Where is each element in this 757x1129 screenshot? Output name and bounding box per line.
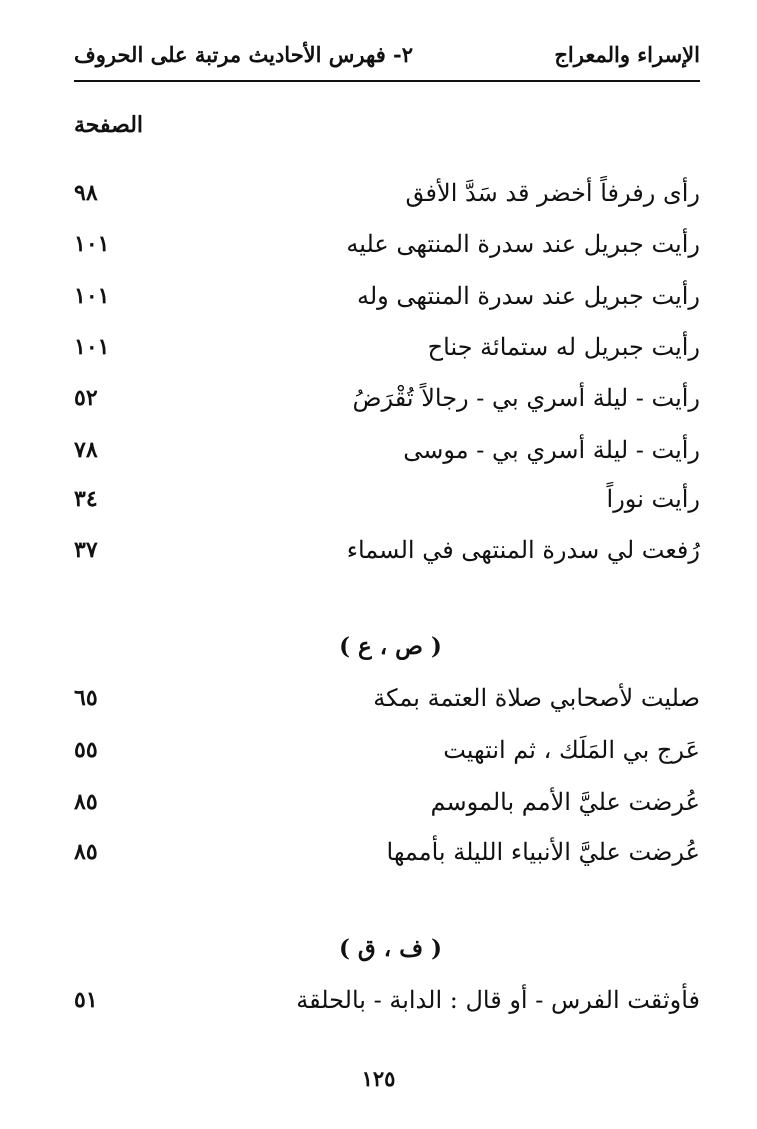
section-heading xyxy=(0,935,757,962)
book-title: الإسراء والمعراج xyxy=(554,41,700,67)
entry-page: ٥٢ xyxy=(74,385,98,411)
index-entry xyxy=(74,221,700,267)
index-entry xyxy=(74,375,700,421)
page-number: ١٢٥ xyxy=(361,1066,396,1091)
entry-text: فأوثقت الفرس - أو قال : الدابة - بالحلقة xyxy=(296,986,700,1014)
entry-page: ١٠١ xyxy=(74,334,110,360)
index-entry xyxy=(74,527,700,573)
section-heading-text: ( ف ، ق ) xyxy=(339,935,442,962)
entry-page: ٣٤ xyxy=(74,486,98,512)
index-entry xyxy=(74,476,700,522)
entry-text: رأى رفرفاً أخضر قد سَدَّ الأفق xyxy=(405,179,700,207)
entry-page: ٧٨ xyxy=(74,437,98,463)
entry-text: رُفعت لي سدرة المنتهى في السماء xyxy=(346,536,700,564)
entry-page: ٨٥ xyxy=(74,789,98,815)
entry-text: عَرج بي المَلَك ، ثم انتهيت xyxy=(443,736,700,764)
entry-text: رأيت - ليلة أسري بي - رجالاً تُقْرَضُ xyxy=(352,384,700,412)
entry-page: ٣٧ xyxy=(74,537,98,563)
entry-page: ٨٥ xyxy=(74,839,98,865)
entry-text: عُرضت عليَّ الأمم بالموسم xyxy=(430,788,700,816)
index-entry xyxy=(74,727,700,773)
index-entry xyxy=(74,779,700,825)
index-entry xyxy=(74,675,700,721)
entry-text: رأيت جبريل عند سدرة المنتهى وله xyxy=(356,282,700,310)
entry-text: رأيت - ليلة أسري بي - موسى xyxy=(403,436,700,464)
entry-page: ١٠١ xyxy=(74,283,110,309)
page-column-heading: الصفحة xyxy=(74,112,144,138)
section-heading-text: ( ص ، ع ) xyxy=(339,633,442,660)
index-entry xyxy=(74,829,700,875)
entry-page: ٩٨ xyxy=(74,180,98,206)
entry-page: ١٠١ xyxy=(74,231,110,257)
entry-text: صليت لأصحابي صلاة العتمة بمكة xyxy=(373,684,700,712)
index-entry xyxy=(74,977,700,1023)
index-entry xyxy=(74,324,700,370)
entry-page: ٥٥ xyxy=(74,737,98,763)
index-entry xyxy=(74,427,700,473)
running-header xyxy=(74,28,700,82)
section-heading xyxy=(0,633,757,660)
entry-text: رأيت جبريل عند سدرة المنتهى عليه xyxy=(346,230,700,258)
index-entry xyxy=(74,170,700,216)
entry-page: ٥١ xyxy=(74,987,98,1013)
entry-text: رأيت نوراً xyxy=(606,485,700,513)
index-title: ٢- فهرس الأحاديث مرتبة على الحروف xyxy=(74,41,414,67)
entry-text: رأيت جبريل له ستمائة جناح xyxy=(427,333,700,361)
entry-page: ٦٥ xyxy=(74,685,98,711)
index-entry xyxy=(74,273,700,319)
entry-text: عُرضت عليَّ الأنبياء الليلة بأممها xyxy=(386,838,700,866)
